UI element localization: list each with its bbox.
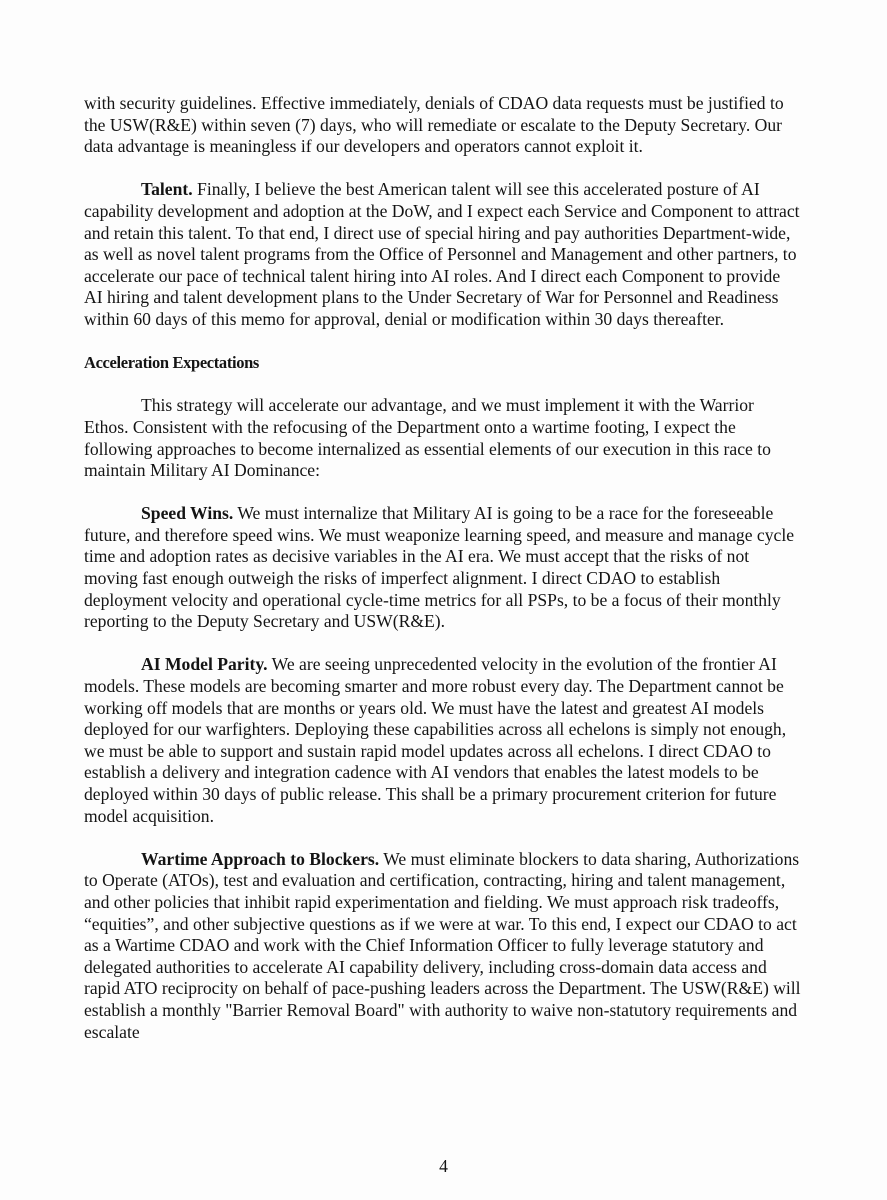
talent-paragraph: [84, 179, 802, 330]
ai-model-parity-paragraph: [84, 654, 802, 827]
speed-wins-lead: Speed Wins.: [141, 503, 234, 524]
page-number: 4: [439, 1156, 448, 1176]
wartime-blockers-lead: Wartime Approach to Blockers.: [141, 848, 380, 869]
section-intro-text: This strategy will accelerate our advantage, and we must implement it with the Warrior Ethos. Consistent with the refocusing of the Department onto a wartime footing, I expect the following approaches to become internalized as essential elements of our execution in this race to maintain Military AI Dominance:: [84, 395, 771, 481]
memo-body: [84, 93, 802, 1065]
speed-wins-text: We must internalize that Military AI is going to be a race for the foreseeable future, and therefore speed wins. We must weaponize learning speed, and measure and manage cycle time and adoption rates as decisive variables in the AI era. We must accept that the risks of not moving fast enough outweigh the risks of imperfect alignment. I direct CDAO to establish deployment velocity and operational cycle-time metrics for all PSPs, to be a focus of their monthly reporting to the Deputy Secretary and USW(R&E).: [84, 503, 795, 632]
ai-model-parity-lead: AI Model Parity.: [141, 654, 268, 675]
wartime-blockers-text: We must eliminate blockers to data sharing, Authorizations to Operate (ATOs), test and evaluation and certification, contracting, hiring and talent management, and other policies that inhibit rapid experimentation and fielding. We must approach risk tradeoffs, “equities”, and other subjective questions as if we were at war. To this end, I expect our CDAO to act as a Wartime CDAO and work with the Chief Information Officer to fully leverage statutory and delegated authorities to accelerate AI capability delivery, including cross-domain data access and rapid ATO reciprocity on behalf of pace-pushing leaders across the Department. The USW(R&E) will establish a monthly "Barrier Removal Board" with authority to waive non-statutory requirements and escalate: [84, 848, 801, 1042]
talent-lead: Talent.: [141, 179, 193, 200]
continued-paragraph: [84, 93, 802, 158]
wartime-blockers-paragraph: [84, 849, 802, 1043]
section-intro-paragraph: [84, 395, 802, 481]
talent-text: Finally, I believe the best American talent will see this accelerated posture of AI capability development and adoption at the DoW, and I expect each Service and Component to attract and retain this talent. To that end, I direct use of special hiring and pay authorities Department-wide, as well as novel talent programs from the Office of Personnel and Management and other partners, to accelerate our pace of technical talent hiring into AI roles. And I direct each Component to provide AI hiring and talent development plans to the Under Secretary of War for Personnel and Readiness within 60 days of this memo for approval, denial or modification within 30 days thereafter.: [84, 179, 800, 329]
section-heading: Acceleration Expectations: [84, 353, 259, 373]
speed-wins-paragraph: [84, 503, 802, 633]
ai-model-parity-text: We are seeing unprecedented velocity in the evolution of the frontier AI models. These models are becoming smarter and more robust every day. The Department cannot be working off models that are months or years old. We must have the latest and greatest AI models deployed for our warfighters. Deploying these capabilities across all echelons is simply not enough, we must be able to support and sustain rapid model updates across all echelons. I direct CDAO to establish a delivery and integration cadence with AI vendors that enables the latest models to be deployed within 30 days of public release. This shall be a primary procurement criterion for future model acquisition.: [84, 654, 787, 826]
continued-paragraph-text: with security guidelines. Effective immediately, denials of CDAO data requests must be justified to the USW(R&E) within seven (7) days, who will remediate or escalate to the Deputy Secretary. Our data advantage is meaningless if our developers and operators cannot exploit it.: [84, 93, 784, 157]
